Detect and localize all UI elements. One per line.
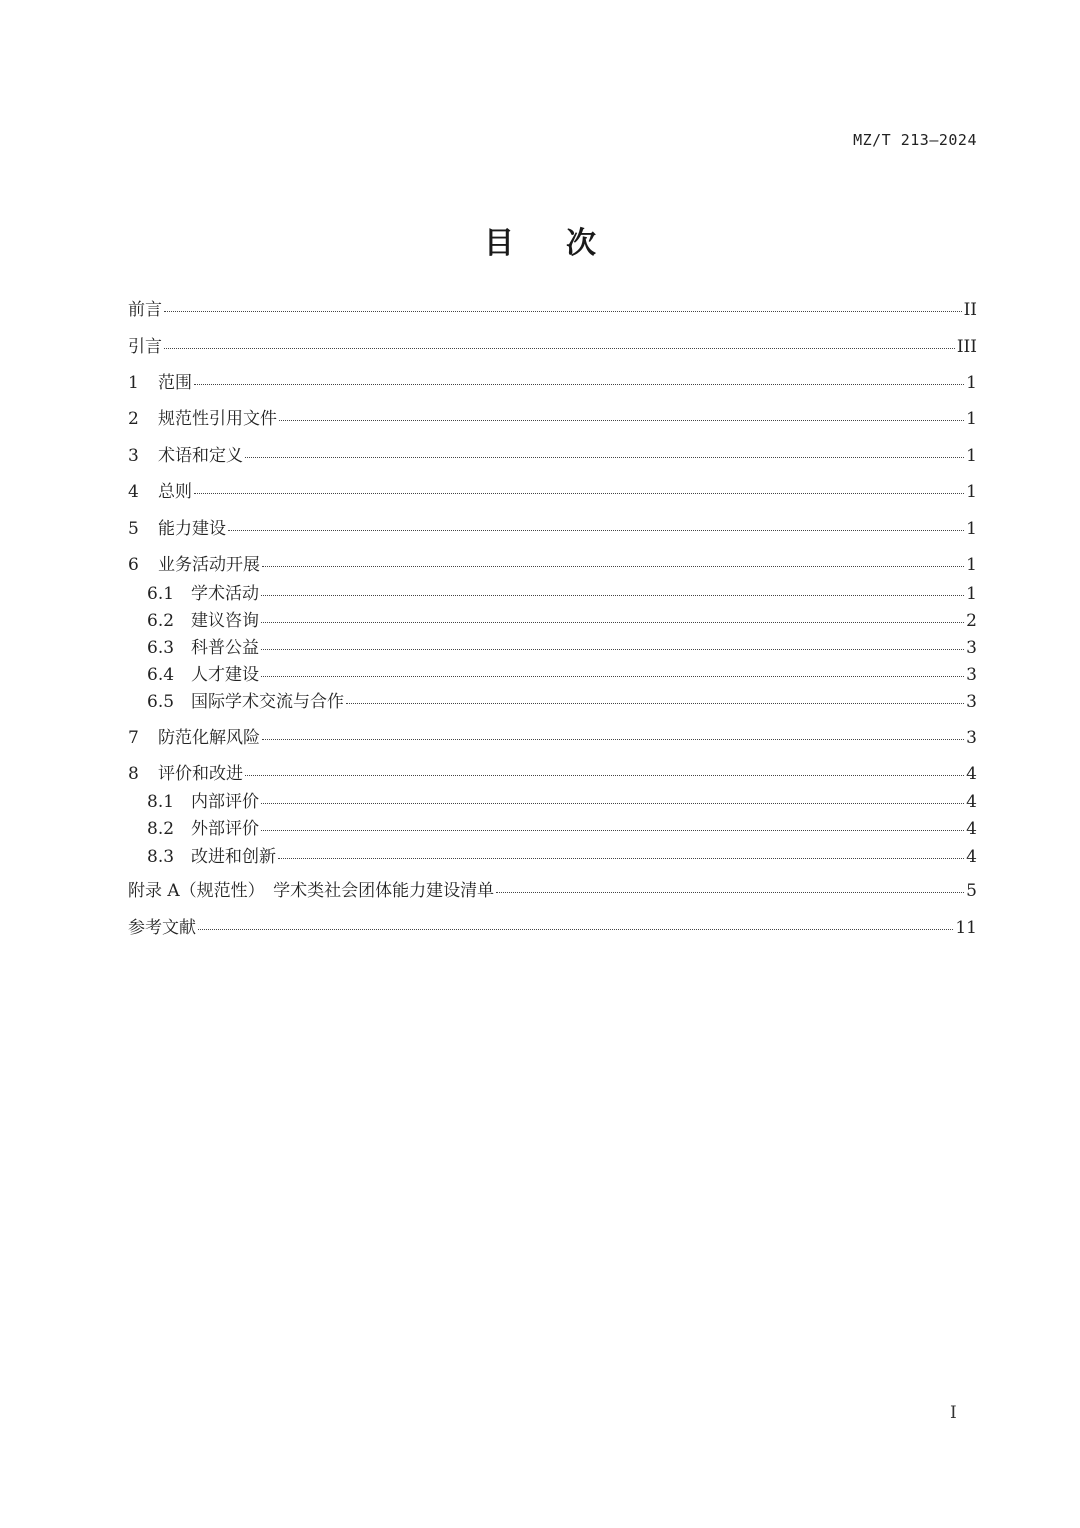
dot-leader (261, 803, 964, 804)
dot-leader (261, 595, 964, 596)
toc-entry[interactable] (147, 637, 977, 659)
toc-entry-label: 国际学术交流与合作 (191, 692, 344, 712)
toc-entry[interactable] (128, 299, 977, 321)
toc-entry-number: 6.2 (147, 611, 175, 631)
toc-entry-page: 3 (966, 638, 977, 658)
toc-entry-number: 8.2 (147, 819, 175, 839)
toc-entry-page: II (963, 300, 977, 320)
toc-entry[interactable] (147, 583, 977, 605)
toc-entry-page: 3 (966, 692, 977, 712)
toc-entry-number: 8 (128, 764, 139, 784)
toc-entry-page: 1 (966, 409, 977, 429)
toc-entry[interactable] (128, 372, 977, 394)
toc-entry-number: 6.1 (147, 584, 175, 604)
toc-entry-page: 4 (966, 764, 977, 784)
toc-entry-label: 业务活动开展 (158, 555, 260, 575)
toc-entry-label: 外部评价 (191, 819, 259, 839)
dot-leader (346, 703, 964, 704)
toc-entry[interactable] (147, 610, 977, 632)
toc-entry-page: 1 (966, 555, 977, 575)
footer-page-number: I (950, 1403, 957, 1423)
toc-entry[interactable] (128, 445, 977, 467)
toc-entry-label: 参考文献 (128, 918, 196, 938)
toc-entry[interactable] (128, 481, 977, 503)
standard-code: MZ/T 213—2024 (853, 131, 977, 149)
toc-entry-label: 改进和创新 (191, 847, 276, 867)
toc-entry[interactable] (128, 763, 977, 785)
dot-leader (262, 566, 964, 567)
toc-entry[interactable] (147, 846, 977, 868)
toc-entry-label: 内部评价 (191, 792, 259, 812)
toc-entry-page: 1 (966, 584, 977, 604)
dot-leader (194, 384, 964, 385)
toc-entry-label: 范围 (158, 373, 192, 393)
dot-leader (496, 892, 964, 893)
dot-leader (261, 676, 964, 677)
toc-entry-page: 4 (966, 792, 977, 812)
toc-entry-label: 建议咨询 (191, 611, 259, 631)
toc-entry[interactable] (147, 818, 977, 840)
dot-leader (245, 775, 964, 776)
dot-leader (198, 929, 953, 930)
dot-leader (164, 311, 962, 312)
toc-entry-label: 人才建设 (191, 665, 259, 685)
toc-entry-label: 附录 A（规范性） 学术类社会团体能力建设清单 (128, 881, 495, 901)
dot-leader (228, 530, 964, 531)
toc-entry-label: 前言 (128, 300, 162, 320)
toc-entry-number: 6.4 (147, 665, 175, 685)
toc-entry-number: 7 (128, 728, 139, 748)
toc-entry[interactable] (147, 664, 977, 686)
dot-leader (164, 348, 955, 349)
dot-leader (279, 420, 964, 421)
toc-entry[interactable] (147, 791, 977, 813)
toc-entry-number: 6.5 (147, 692, 175, 712)
dot-leader (261, 622, 964, 623)
toc-entry-label: 能力建设 (158, 519, 226, 539)
toc-entry[interactable] (128, 518, 977, 540)
toc-entry-label: 防范化解风险 (158, 728, 260, 748)
toc-entry-number: 8.3 (147, 847, 175, 867)
toc-entry-page: III (956, 337, 977, 357)
toc-entry-number: 4 (128, 482, 139, 502)
toc-entry-page: 3 (966, 728, 977, 748)
toc-entry-page: 1 (966, 482, 977, 502)
toc-entry-page: 4 (966, 819, 977, 839)
toc-entry[interactable] (128, 880, 977, 902)
toc-entry-number: 6.3 (147, 638, 175, 658)
toc-entry[interactable] (128, 917, 977, 939)
dot-leader (262, 739, 964, 740)
toc-entry-label: 学术活动 (191, 584, 259, 604)
toc-entry-number: 2 (128, 409, 139, 429)
toc-entry-number: 8.1 (147, 792, 175, 812)
toc-entry-number: 5 (128, 519, 139, 539)
toc-entry-label: 总则 (158, 482, 192, 502)
toc-entry-page: 1 (966, 446, 977, 466)
toc-entry-label: 科普公益 (191, 638, 259, 658)
toc-entry-label: 引言 (128, 337, 162, 357)
toc-entry[interactable] (128, 408, 977, 430)
dot-leader (194, 493, 964, 494)
toc-entry-page: 5 (966, 881, 977, 901)
toc-entry-page: 11 (955, 918, 977, 938)
toc-entry-page: 1 (966, 373, 977, 393)
toc-entry-page: 2 (966, 611, 977, 631)
dot-leader (261, 649, 964, 650)
toc-entry-label: 术语和定义 (158, 446, 243, 466)
toc-entry-label: 规范性引用文件 (158, 409, 277, 429)
toc-entry[interactable] (147, 691, 977, 713)
toc-entry[interactable] (128, 336, 977, 358)
toc-entry-page: 4 (966, 847, 977, 867)
toc-entry-label: 评价和改进 (158, 764, 243, 784)
toc-entry-page: 1 (966, 519, 977, 539)
toc-entry-number: 6 (128, 555, 139, 575)
toc-entry[interactable] (128, 554, 977, 576)
toc-entry-page: 3 (966, 665, 977, 685)
toc-entry-number: 3 (128, 446, 139, 466)
toc-entry[interactable] (128, 727, 977, 749)
toc-entry-number: 1 (128, 373, 139, 393)
page-title: 目次 (484, 226, 648, 261)
dot-leader (261, 830, 964, 831)
dot-leader (278, 858, 964, 859)
dot-leader (245, 457, 964, 458)
